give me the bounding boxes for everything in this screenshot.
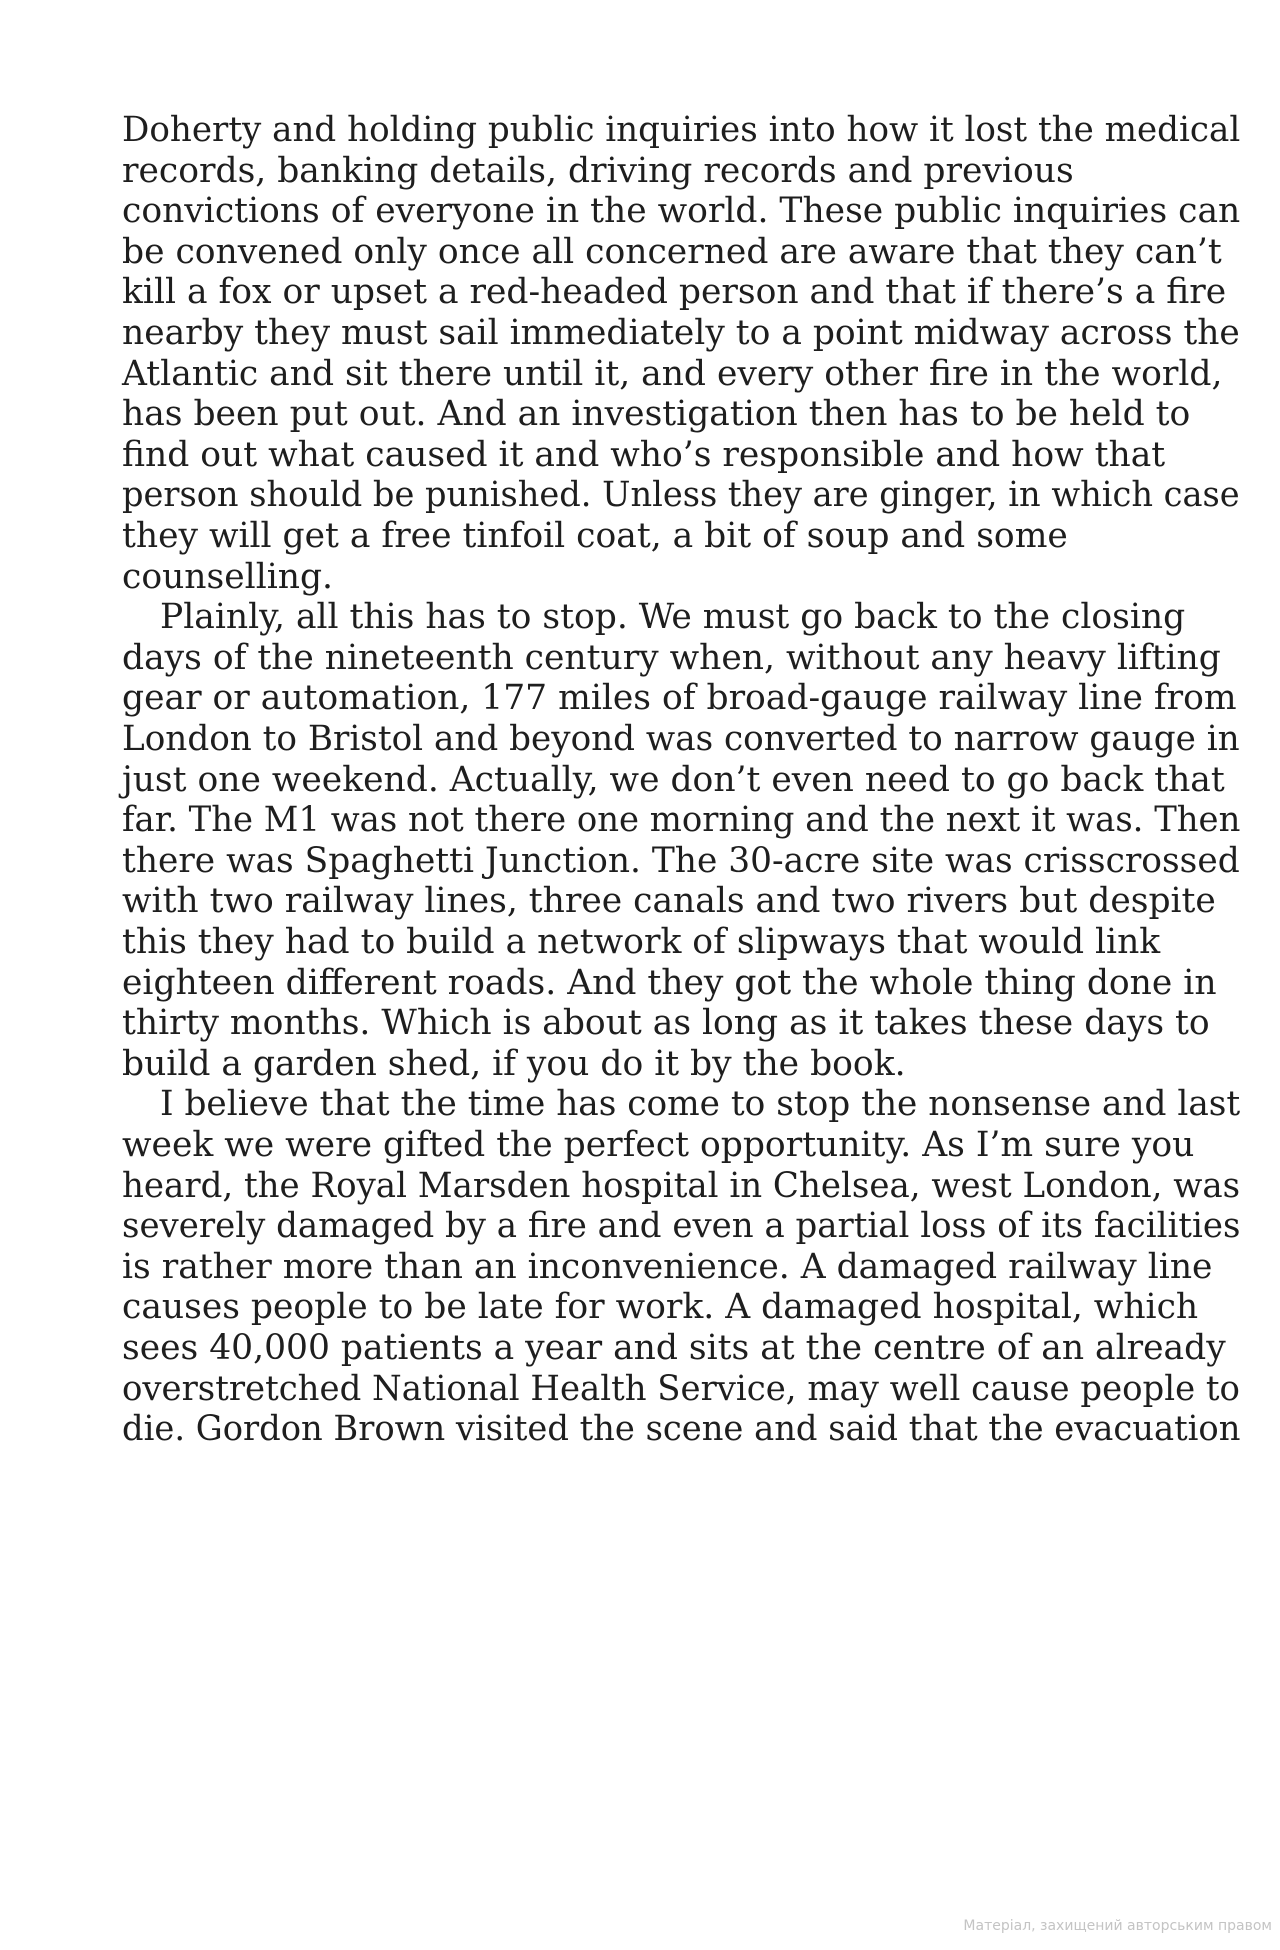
text-line: eighteen different roads. And they got the whole thing done in (122, 962, 1217, 1003)
text-line: Atlantic and sit there until it, and every other fire in the world, (122, 353, 1223, 394)
text-line: with two railway lines, three canals and two rivers but despite (122, 881, 1216, 922)
text-line: die. Gordon Brown visited the scene and said that the evacuation (122, 1409, 1241, 1450)
text-line: this they had to build a network of slipways that would link (122, 922, 1161, 962)
text-line: there was Spaghetti Junction. The 30-acre site was crisscrossed (122, 840, 1240, 881)
text-line: records, banking details, driving records and previous (122, 150, 1074, 191)
text-line: find out what caused it and who’s responsible and how that (122, 434, 1166, 475)
text-line: build a garden shed, if you do it by the book. (122, 1043, 906, 1084)
text-line: they will get a free tinfoil coat, a bit of soup and some (122, 516, 1068, 556)
text-line: just one weekend. Actually, we don’t even need to go back that (122, 759, 1225, 800)
text-line: week we were gifted the perfect opportunity. As I’m sure you (122, 1125, 1195, 1165)
text-line: days of the nineteenth century when, without any heavy lifting (122, 637, 1221, 678)
text-line: nearby they must sail immediately to a point midway across the (122, 313, 1240, 353)
text-line: has been put out. And an investigation then has to be held to (122, 394, 1191, 435)
text-line: I believe that the time has come to stop the nonsense and last (160, 1084, 1241, 1125)
text-line: Doherty and holding public inquiries into how it lost the medical (122, 110, 1241, 150)
text-line: London to Bristol and beyond was converted to narrow gauge in (122, 719, 1240, 759)
text-line: be convened only once all concerned are aware that they can’t (122, 231, 1222, 272)
text-line: convictions of everyone in the world. These public inquiries can (122, 191, 1241, 232)
text-line: far. The M1 was not there one morning and the next it was. Then (122, 800, 1241, 841)
text-line: sees 40,000 patients a year and sits at the centre of an already (122, 1328, 1226, 1368)
text-line: person should be punished. Unless they are ginger, in which case (122, 475, 1240, 516)
text-line: gear or automation, 177 miles of broad-gauge railway line from (122, 678, 1237, 719)
text-line: kill a fox or upset a red-headed person and that if there’s a fire (122, 272, 1227, 313)
text-line: heard, the Royal Marsden hospital in Chelsea, west London, was (122, 1165, 1241, 1206)
text-line: severely damaged by a fire and even a partial loss of its facilities (122, 1206, 1241, 1247)
text-line: is rather more than an inconvenience. A damaged railway line (122, 1246, 1213, 1287)
text-line: causes people to be late for work. A damaged hospital, which (122, 1287, 1199, 1328)
text-line: Plainly, all this has to stop. We must go back to the closing (160, 597, 1186, 638)
text-line: overstretched National Health Service, may well cause people to (122, 1368, 1240, 1409)
text-line: thirty months. Which is about as long as it takes these days to (122, 1003, 1210, 1044)
text-line: counselling. (122, 556, 334, 597)
copyright-watermark: Матеріал, захищений авторським правом (963, 1918, 1272, 1934)
